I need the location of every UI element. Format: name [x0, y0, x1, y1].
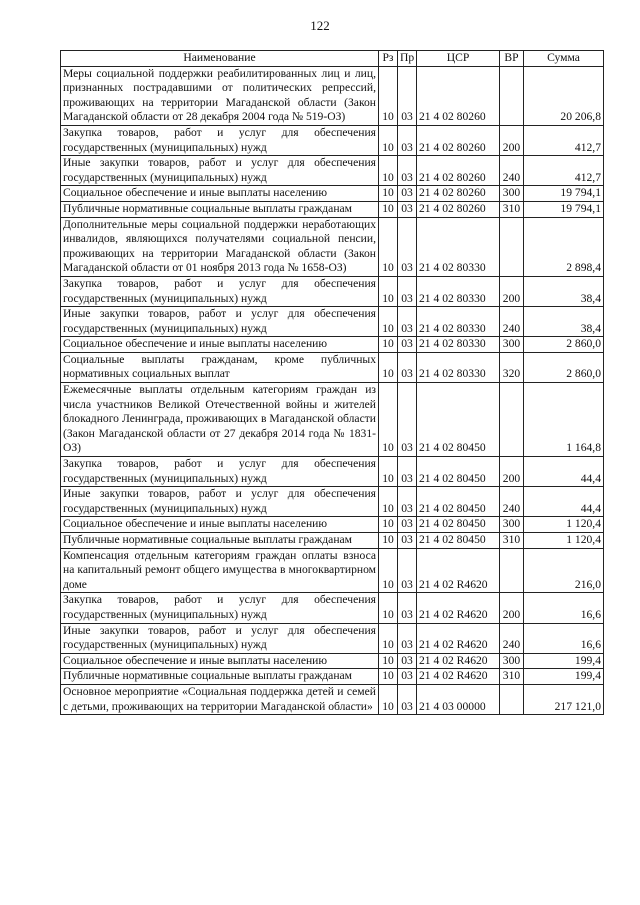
table-row: [61, 125, 604, 155]
cell-name: Иные закупки товаров, работ и услуг для обеспечения государственных (муниципальных) нужд: [61, 487, 379, 517]
cell-name: Ежемесячные выплаты отдельным категориям граждан из числа участников Великой Отечественной войны и жителей блокадного Ленинграда, проживающих в Магаданской области (Закон Магаданской области от 27 декабря 2014 года № 1831-ОЗ): [61, 383, 379, 457]
cell-pr: 03: [398, 217, 417, 276]
cell-csr: 21 4 02 R4620: [417, 653, 500, 669]
cell-csr: 21 4 03 00000: [417, 684, 500, 714]
table-row: [61, 186, 604, 202]
cell-pr: 03: [398, 669, 417, 685]
cell-rz: 10: [379, 276, 398, 306]
cell-rz: 10: [379, 186, 398, 202]
cell-vr: 300: [500, 337, 524, 353]
table-row: [61, 383, 604, 457]
table-row: [61, 156, 604, 186]
cell-csr: 21 4 02 R4620: [417, 593, 500, 623]
table-row: [61, 352, 604, 382]
cell-sum: 199,4: [524, 653, 604, 669]
cell-pr: 03: [398, 276, 417, 306]
cell-rz: 10: [379, 201, 398, 217]
cell-pr: 03: [398, 201, 417, 217]
cell-csr: 21 4 02 80330: [417, 337, 500, 353]
cell-pr: 03: [398, 457, 417, 487]
cell-vr: 200: [500, 593, 524, 623]
cell-name: Закупка товаров, работ и услуг для обеспечения государственных (муниципальных) нужд: [61, 276, 379, 306]
cell-name: Социальное обеспечение и иные выплаты населению: [61, 653, 379, 669]
cell-name: Социальное обеспечение и иные выплаты населению: [61, 517, 379, 533]
cell-sum: 199,4: [524, 669, 604, 685]
cell-rz: 10: [379, 653, 398, 669]
cell-vr: 310: [500, 669, 524, 685]
cell-csr: 21 4 02 R4620: [417, 669, 500, 685]
cell-pr: 03: [398, 186, 417, 202]
cell-sum: 412,7: [524, 125, 604, 155]
cell-rz: 10: [379, 352, 398, 382]
cell-pr: 03: [398, 352, 417, 382]
table-header-row: [61, 51, 604, 67]
cell-vr: 300: [500, 186, 524, 202]
cell-rz: 10: [379, 457, 398, 487]
cell-vr: 310: [500, 201, 524, 217]
cell-csr: 21 4 02 80450: [417, 383, 500, 457]
cell-vr: 240: [500, 487, 524, 517]
cell-pr: 03: [398, 66, 417, 125]
cell-sum: 19 794,1: [524, 186, 604, 202]
table-row: [61, 684, 604, 714]
cell-name: Социальные выплаты гражданам, кроме публичных нормативных социальных выплат: [61, 352, 379, 382]
header-sum: Сумма: [524, 51, 604, 67]
cell-pr: 03: [398, 623, 417, 653]
cell-rz: 10: [379, 66, 398, 125]
cell-pr: 03: [398, 337, 417, 353]
table-row: [61, 593, 604, 623]
cell-rz: 10: [379, 593, 398, 623]
cell-name: Компенсация отдельным категориям граждан оплаты взноса на капитальный ремонт общего имущества в многоквартирном доме: [61, 548, 379, 593]
cell-sum: 44,4: [524, 487, 604, 517]
table-row: [61, 653, 604, 669]
cell-csr: 21 4 02 80330: [417, 276, 500, 306]
cell-pr: 03: [398, 125, 417, 155]
table-row: [61, 201, 604, 217]
cell-sum: 16,6: [524, 623, 604, 653]
cell-vr: [500, 684, 524, 714]
cell-csr: 21 4 02 80260: [417, 201, 500, 217]
header-pr: Пр: [398, 51, 417, 67]
cell-vr: 310: [500, 533, 524, 549]
cell-sum: 44,4: [524, 457, 604, 487]
cell-csr: 21 4 02 80330: [417, 307, 500, 337]
cell-name: Публичные нормативные социальные выплаты гражданам: [61, 201, 379, 217]
cell-vr: 240: [500, 156, 524, 186]
cell-pr: 03: [398, 156, 417, 186]
cell-rz: 10: [379, 517, 398, 533]
cell-sum: 2 860,0: [524, 337, 604, 353]
page-number: 122: [310, 18, 330, 33]
cell-sum: 2 860,0: [524, 352, 604, 382]
cell-sum: 1 120,4: [524, 517, 604, 533]
cell-pr: 03: [398, 533, 417, 549]
cell-csr: 21 4 02 R4620: [417, 548, 500, 593]
cell-sum: 16,6: [524, 593, 604, 623]
cell-csr: 21 4 02 R4620: [417, 623, 500, 653]
cell-name: Закупка товаров, работ и услуг для обеспечения государственных (муниципальных) нужд: [61, 125, 379, 155]
table-row: [61, 337, 604, 353]
table-row: [61, 669, 604, 685]
cell-rz: 10: [379, 156, 398, 186]
cell-sum: 19 794,1: [524, 201, 604, 217]
cell-rz: 10: [379, 217, 398, 276]
cell-csr: 21 4 02 80330: [417, 217, 500, 276]
cell-pr: 03: [398, 307, 417, 337]
cell-csr: 21 4 02 80260: [417, 66, 500, 125]
cell-sum: 412,7: [524, 156, 604, 186]
table-row: [61, 276, 604, 306]
cell-rz: 10: [379, 337, 398, 353]
header-vr: ВР: [500, 51, 524, 67]
cell-rz: 10: [379, 383, 398, 457]
cell-pr: 03: [398, 548, 417, 593]
cell-name: Социальное обеспечение и иные выплаты населению: [61, 186, 379, 202]
cell-pr: 03: [398, 383, 417, 457]
cell-name: Дополнительные меры социальной поддержки неработающих инвалидов, являющихся получателями социальной пенсии, проживающих на территории Магаданской области (Закон Магаданской области от 01 ноября 2013 года № 1658-ОЗ): [61, 217, 379, 276]
cell-sum: 20 206,8: [524, 66, 604, 125]
cell-vr: 300: [500, 517, 524, 533]
header-csr: ЦСР: [417, 51, 500, 67]
table-row: [61, 457, 604, 487]
cell-rz: 10: [379, 125, 398, 155]
cell-rz: 10: [379, 623, 398, 653]
cell-vr: [500, 548, 524, 593]
cell-csr: 21 4 02 80260: [417, 156, 500, 186]
cell-csr: 21 4 02 80450: [417, 533, 500, 549]
cell-name: Закупка товаров, работ и услуг для обеспечения государственных (муниципальных) нужд: [61, 457, 379, 487]
header-name: Наименование: [61, 51, 379, 67]
cell-name: Социальное обеспечение и иные выплаты населению: [61, 337, 379, 353]
cell-name: Иные закупки товаров, работ и услуг для обеспечения государственных (муниципальных) нужд: [61, 623, 379, 653]
cell-vr: [500, 383, 524, 457]
cell-vr: 300: [500, 653, 524, 669]
cell-vr: 200: [500, 276, 524, 306]
cell-csr: 21 4 02 80330: [417, 352, 500, 382]
cell-sum: 216,0: [524, 548, 604, 593]
cell-csr: 21 4 02 80260: [417, 186, 500, 202]
cell-pr: 03: [398, 653, 417, 669]
cell-rz: 10: [379, 669, 398, 685]
cell-sum: 2 898,4: [524, 217, 604, 276]
cell-vr: 200: [500, 125, 524, 155]
cell-csr: 21 4 02 80450: [417, 517, 500, 533]
cell-vr: [500, 66, 524, 125]
cell-sum: 1 120,4: [524, 533, 604, 549]
cell-pr: 03: [398, 684, 417, 714]
cell-vr: 200: [500, 457, 524, 487]
budget-table: [60, 50, 604, 715]
cell-csr: 21 4 02 80450: [417, 487, 500, 517]
cell-name: Публичные нормативные социальные выплаты гражданам: [61, 669, 379, 685]
table-row: [61, 487, 604, 517]
cell-vr: 240: [500, 623, 524, 653]
cell-sum: 1 164,8: [524, 383, 604, 457]
cell-name: Основное мероприятие «Социальная поддержка детей и семей с детьми, проживающих на территории Магаданской области»: [61, 684, 379, 714]
table-row: [61, 623, 604, 653]
cell-rz: 10: [379, 487, 398, 517]
cell-pr: 03: [398, 593, 417, 623]
cell-pr: 03: [398, 487, 417, 517]
table-row: [61, 548, 604, 593]
cell-pr: 03: [398, 517, 417, 533]
cell-name: Публичные нормативные социальные выплаты гражданам: [61, 533, 379, 549]
cell-name: Иные закупки товаров, работ и услуг для обеспечения государственных (муниципальных) нужд: [61, 307, 379, 337]
cell-rz: 10: [379, 684, 398, 714]
cell-rz: 10: [379, 307, 398, 337]
cell-rz: 10: [379, 548, 398, 593]
cell-vr: 240: [500, 307, 524, 337]
cell-name: Иные закупки товаров, работ и услуг для обеспечения государственных (муниципальных) нужд: [61, 156, 379, 186]
cell-sum: 217 121,0: [524, 684, 604, 714]
cell-vr: [500, 217, 524, 276]
cell-name: Меры социальной поддержки реабилитированных лиц и лиц, признанных пострадавшими от политических репрессий, проживающих на территории Магаданской области (Закон Магаданской области от 28 декабря 2004 года № 519-ОЗ): [61, 66, 379, 125]
cell-csr: 21 4 02 80260: [417, 125, 500, 155]
header-rz: Рз: [379, 51, 398, 67]
table-row: [61, 517, 604, 533]
table-row: [61, 217, 604, 276]
cell-vr: 320: [500, 352, 524, 382]
cell-rz: 10: [379, 533, 398, 549]
cell-sum: 38,4: [524, 307, 604, 337]
table-row: [61, 307, 604, 337]
table-row: [61, 533, 604, 549]
table-row: [61, 66, 604, 125]
cell-csr: 21 4 02 80450: [417, 457, 500, 487]
table-body: [61, 66, 604, 715]
cell-sum: 38,4: [524, 276, 604, 306]
cell-name: Закупка товаров, работ и услуг для обеспечения государственных (муниципальных) нужд: [61, 593, 379, 623]
